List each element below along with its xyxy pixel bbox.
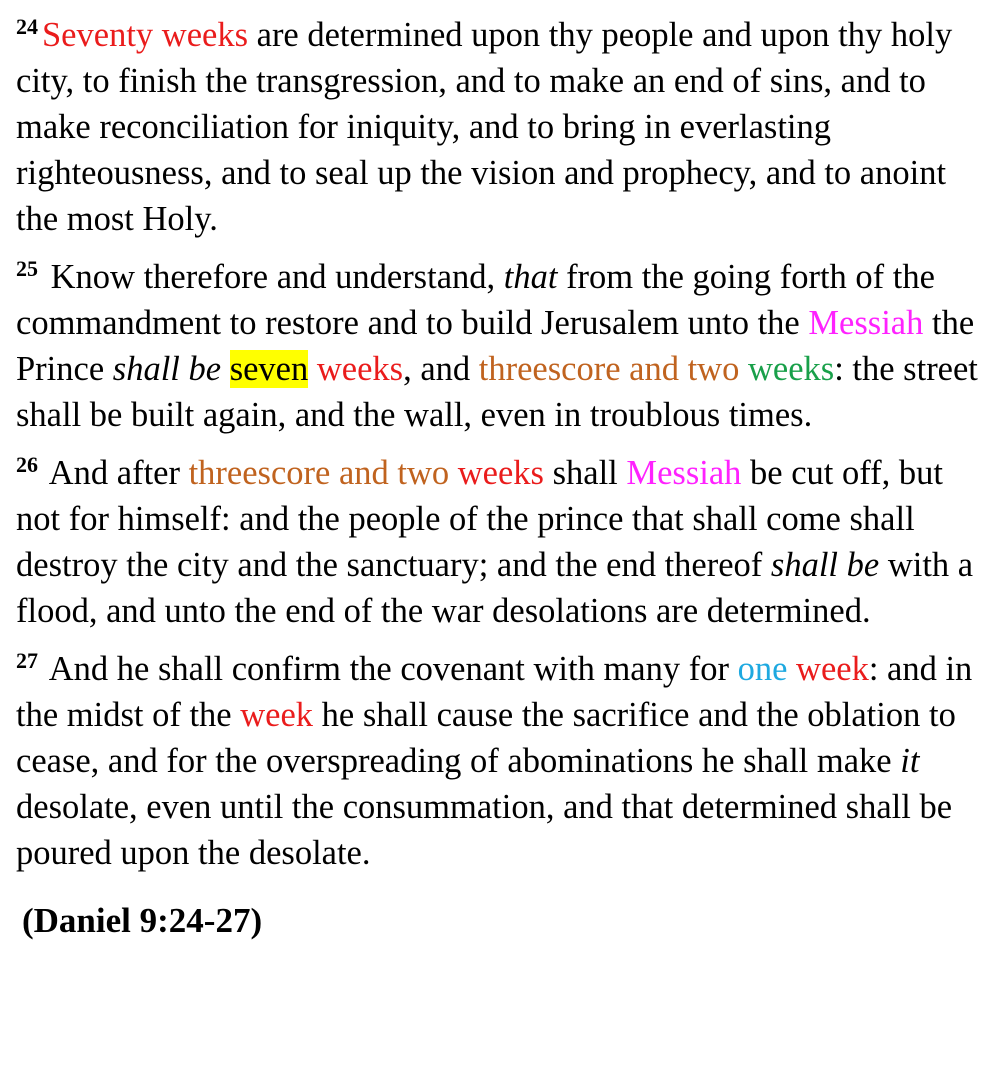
italic-word: it [900, 742, 920, 780]
verse-text: : the street shall be built again, and the wall, even in troublous times. [16, 350, 978, 434]
verse-text: And he shall confirm the covenant with many for [42, 650, 738, 688]
seventy-weeks-phrase: Seventy weeks [42, 16, 248, 54]
verse-text: with a flood, and unto the end of the war desolations are determined. [16, 546, 974, 630]
verse-27 [16, 646, 986, 876]
italic-word: that [503, 258, 558, 296]
weeks-word: weeks [457, 454, 544, 492]
verse-number: 24 [16, 14, 38, 39]
verse-text: shall [543, 454, 627, 492]
weeks-word-green: weeks [747, 350, 835, 388]
verse-text: he shall cause the sacrifice and the oblation to cease, and for the overspreading of abominations he shall make [16, 696, 956, 780]
week-word: week [240, 696, 314, 734]
messiah-word: Messiah [808, 304, 924, 342]
verse-number: 26 [16, 452, 38, 477]
verse-text: be cut off, but not for himself: and the people of the prince that shall come shall destroy the city and the sanctuary; and the end thereof [16, 454, 943, 584]
verse-text [221, 350, 230, 388]
verse-text [739, 350, 748, 388]
verse-text [787, 650, 796, 688]
messiah-word: Messiah [626, 454, 742, 492]
verse-text: : and in the midst of the [16, 650, 973, 734]
verse-number: 27 [16, 648, 38, 673]
one-word: one [737, 650, 788, 688]
verse-text: Know therefore and understand, [42, 258, 504, 296]
italic-word: shall be [112, 350, 222, 388]
verse-text: from the going forth of the commandment to restore and to build Jerusalem unto the [16, 258, 935, 342]
scripture-reference: (Daniel 9:24-27) [22, 901, 263, 940]
italic-word: shall be [770, 546, 880, 584]
verse-text: , and [403, 350, 479, 388]
verse-text: desolate, even until the consummation, and that determined shall be poured upon the desolate. [16, 788, 953, 872]
week-word: week [796, 650, 869, 688]
verse-text [308, 350, 317, 388]
verse-text: are determined upon thy people and upon thy holy city, to finish the transgression, and to make an end of sins, and to make reconciliation for iniquity, and to bring in everlasting righteousness, and to seal up the vision and prophecy, and to anoint the most Holy. [16, 16, 953, 238]
verse-text: the Prince [16, 304, 975, 388]
verse-text: And after [42, 454, 189, 492]
verse-24 [16, 12, 986, 242]
threescore-phrase: threescore and two [188, 454, 450, 492]
verse-25 [16, 254, 986, 438]
verse-number: 25 [16, 256, 38, 281]
verse-text [449, 454, 458, 492]
verse-26 [16, 450, 986, 634]
weeks-word: weeks [316, 350, 404, 388]
threescore-phrase: threescore and two [478, 350, 740, 388]
seven-highlight: seven [229, 350, 309, 388]
